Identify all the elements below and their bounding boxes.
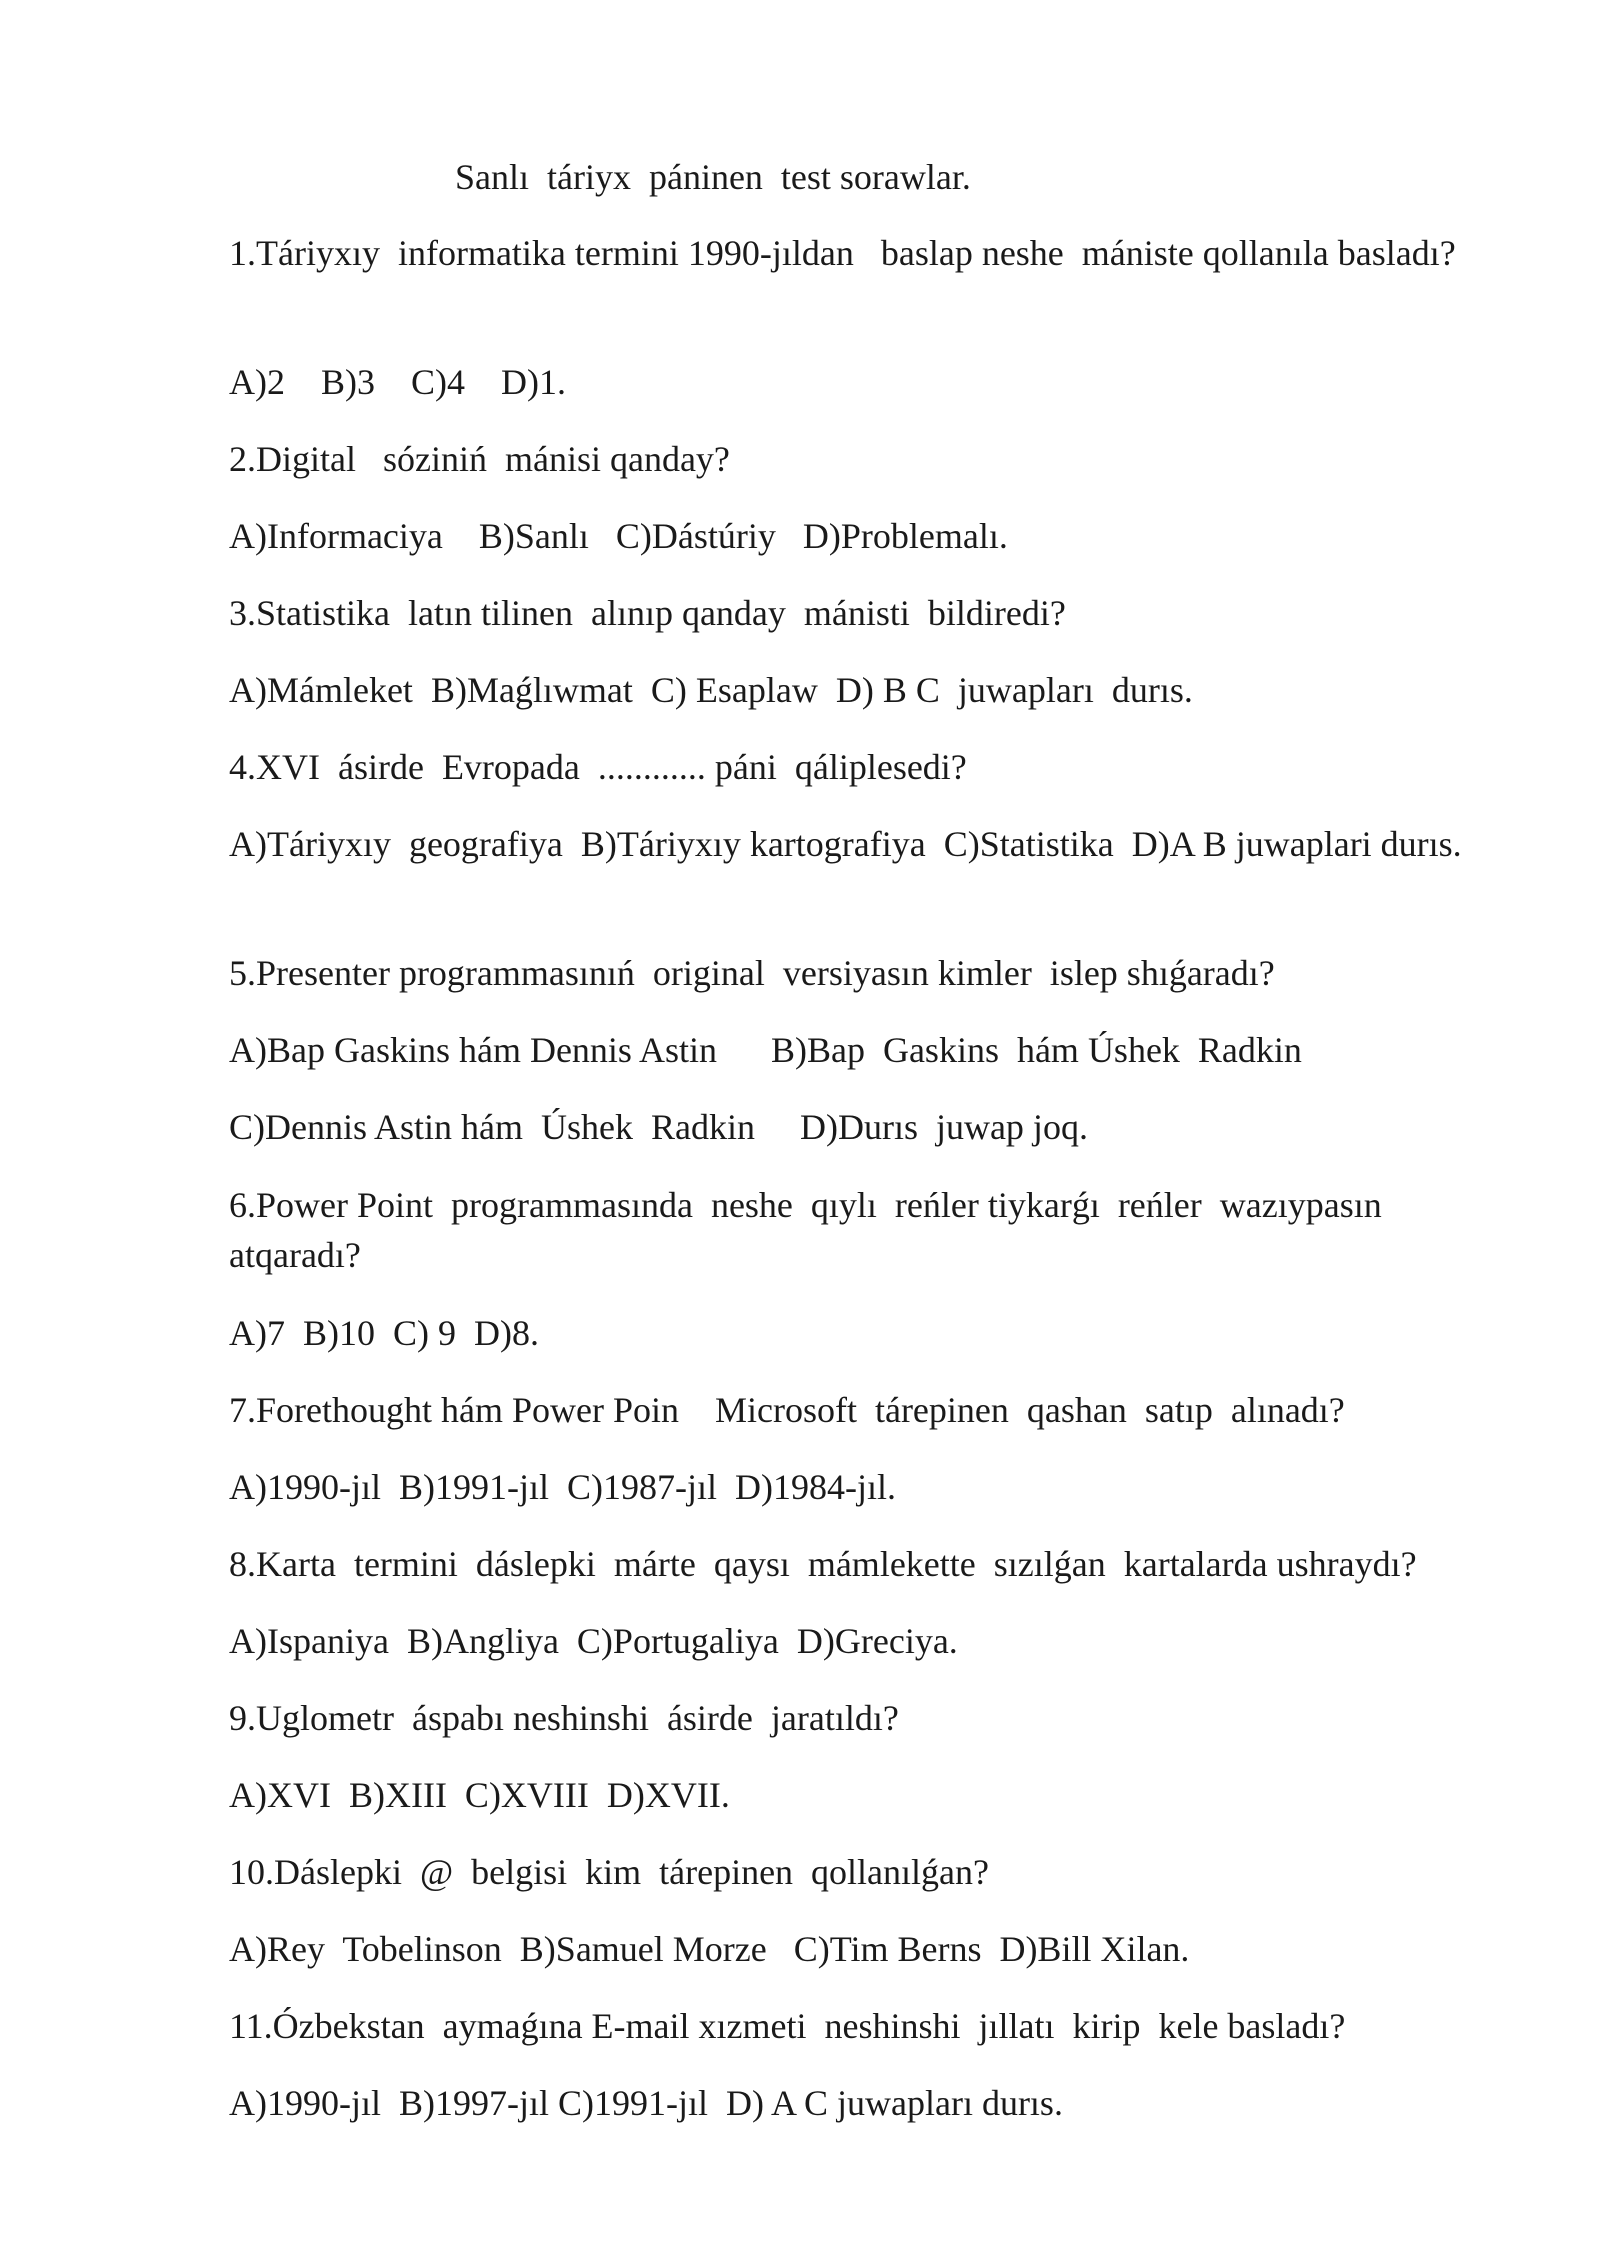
- question-8: 8.Karta termini dáslepki márte qaysı mámlekette sızılǵan kartalarda ushraydı?: [229, 1544, 1417, 1584]
- question-10: 10.Dáslepki @ belgisi kim tárepinen qollanılǵan?: [229, 1852, 989, 1892]
- question-9: 9.Uglometr áspabı neshinshi ásirde jaratıldı?: [229, 1698, 899, 1738]
- answers-10: A)Rey Tobelinson B)Samuel Morze C)Tim Berns D)Bill Xilan.: [229, 1929, 1190, 1969]
- answers-7: A)1990-jıl B)1991-jıl C)1987-jıl D)1984-jıl.: [229, 1467, 896, 1507]
- answers-3: A)Mámleket B)Maǵlıwmat C) Esaplaw D) B C juwapları durıs.: [229, 670, 1193, 710]
- answers-1: A)2 B)3 C)4 D)1.: [229, 362, 566, 402]
- answers-11: A)1990-jıl B)1997-jıl C)1991-jıl D) A C juwapları durıs.: [229, 2083, 1063, 2123]
- question-7: 7.Forethought hám Power Poin Microsoft tárepinen qashan satıp alınadı?: [229, 1390, 1345, 1430]
- question-2: 2.Digital sóziniń mánisi qanday?: [229, 439, 730, 479]
- answers-8: A)Ispaniya B)Angliya C)Portugaliya D)Greciya.: [229, 1621, 958, 1661]
- page-title: Sanlı táriyx páninen test sorawlar.: [455, 157, 971, 197]
- answers-5-part-2: C)Dennis Astin hám Úshek Radkin D)Durıs juwap joq.: [229, 1107, 1088, 1147]
- question-3: 3.Statistika latın tilinen alınıp qanday mánisti bildiredi?: [229, 593, 1066, 633]
- answers-5-part-1: A)Bap Gaskins hám Dennis Astin B)Bap Gaskins hám Úshek Radkin: [229, 1030, 1302, 1070]
- answers-6: A)7 B)10 C) 9 D)8.: [229, 1313, 539, 1353]
- question-4: 4.XVI ásirde Evropada ............ páni qáliplesedi?: [229, 747, 967, 787]
- answers-9: A)XVI B)XIII C)XVIII D)XVII.: [229, 1775, 730, 1815]
- question-1: 1.Táriyxıy informatika termini 1990-jıldan baslap neshe mániste qollanıla basladı?: [229, 233, 1456, 273]
- question-6: 6.Power Point programmasında neshe qıylı reńler tiykarǵı reńler wazıypasın atqaradı?: [229, 1185, 1391, 1275]
- question-11: 11.Ózbekstan aymaǵına E-mail xızmeti neshinshi jıllatı kirip kele basladı?: [229, 2006, 1346, 2046]
- answers-2: A)Informaciya B)Sanlı C)Dástúriy D)Problemalı.: [229, 516, 1008, 556]
- answers-4: A)Táriyxıy geografiya B)Táriyxıy kartografiya C)Statistika D)A B juwaplari durıs.: [229, 824, 1462, 864]
- question-5: 5.Presenter programmasınıń original versiyasın kimler islep shıǵaradı?: [229, 953, 1275, 993]
